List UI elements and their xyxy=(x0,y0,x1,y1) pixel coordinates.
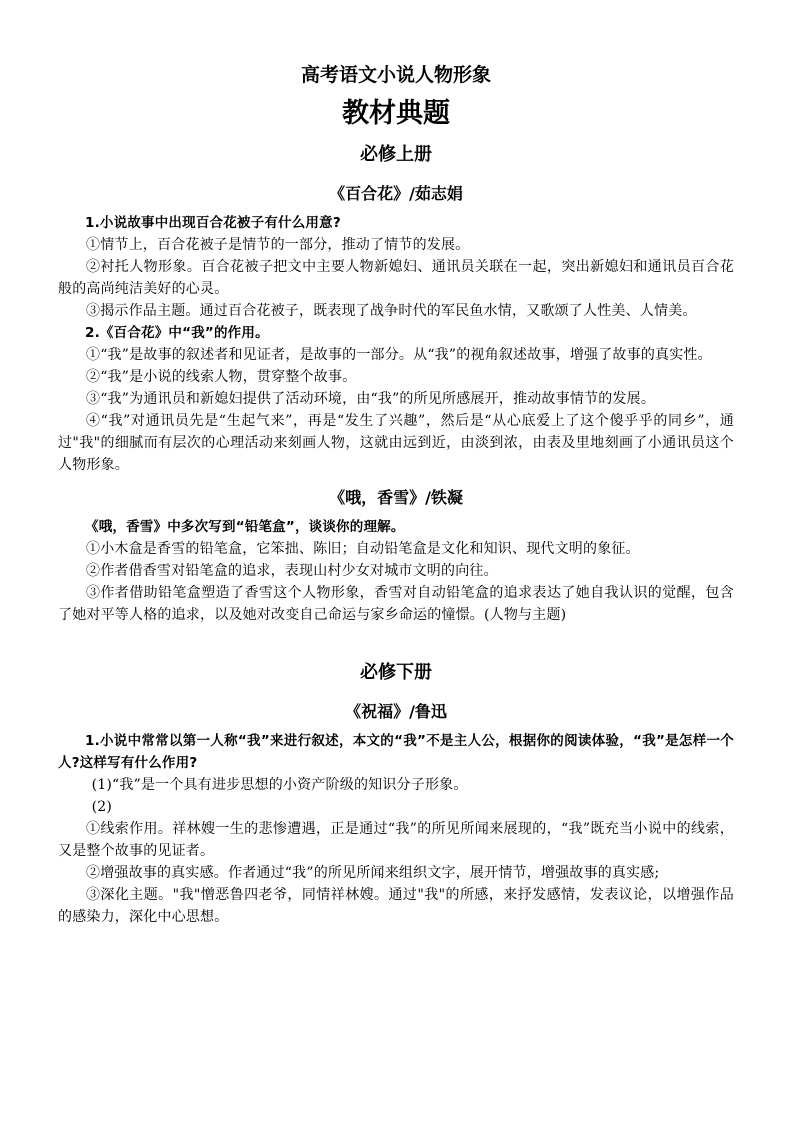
answer-paragraph: ③深化主题。"我"憎恶鲁四老爷，同情祥林嫂。通过"我"的所感，来抒发感情，发表议论，以增强作品的感染力，深化中心思想。 xyxy=(58,887,734,925)
volume-heading-1: 必修上册 xyxy=(360,144,432,165)
volume-heading-2: 必修下册 xyxy=(360,662,432,683)
main-heading: 教材典题 xyxy=(342,98,450,129)
work-heading-xiangxue: 《哦，香雪》/铁凝 xyxy=(329,488,463,507)
answer-paragraph: ①小木盒是香雪的铅笔盒，它笨拙、陈旧；自动铅笔盒是文化和知识、现代文明的象征。 xyxy=(86,541,640,557)
question: 1.小说故事中出现百合花被子有什么用意? xyxy=(85,215,341,231)
answer-paragraph: ④“我”对通讯员先是“生起气来”，再是“发生了兴趣”，然后是“从心底爱上了这个傻乎乎的同乡”，通过"我"的细腻而有层次的心理活动来刻画人物，这就由远到近，由淡到浓，由表及里地刻画了小通讯员这个人物形象。 xyxy=(58,413,734,473)
question: 1.小说中常常以第一人称“我”来进行叙述，本文的“我”不是主人公，根据你的阅读体验，“我”是怎样一个人?这样写有什么作用? xyxy=(58,733,734,771)
answer-paragraph: (2) xyxy=(91,799,113,815)
document-page xyxy=(58,62,734,928)
answer-paragraph: (1)“我”是一个具有进步思想的小资产阶级的知识分子形象。 xyxy=(91,777,468,793)
answer-paragraph: ②增强故事的真实感。作者通过“我”的所见所闻来组织文字，展开情节，增强故事的真实感; xyxy=(86,865,660,881)
answer-paragraph: ①线索作用。祥林嫂一生的悲惨遭遇，正是通过“我”的所见所闻来展现的，“我”既充当小说中的线索，又是整个故事的见证者。 xyxy=(58,821,734,859)
answer-paragraph: ①“我”是故事的叙述者和见证者，是故事的一部分。从“我”的视角叙述故事，增强了故事的真实性。 xyxy=(86,347,712,363)
answer-paragraph: ②衬托人物形象。百合花被子把文中主要人物新媳妇、通讯员关联在一起，突出新媳妇和通讯员百合花般的高尚纯洁美好的心灵。 xyxy=(58,259,734,297)
work-heading-zhufu: 《祝福》/鲁迅 xyxy=(345,702,447,721)
document-title: 高考语文小说人物形象 xyxy=(300,64,491,86)
answer-paragraph: ②“我”是小说的线索人物，贯穿整个故事。 xyxy=(86,369,357,385)
answer-paragraph: ③揭示作品主题。通过百合花被子，既表现了战争时代的军民鱼水情，又歌颂了人性美、人情美。 xyxy=(86,303,697,319)
question: 《哦，香雪》中多次写到“铅笔盒”，谈谈你的理解。 xyxy=(85,519,405,535)
work-heading-baihehua: 《百合花》/茹志娟 xyxy=(329,184,463,203)
answer-paragraph: ③“我”为通讯员和新媳妇提供了活动环境，由“我”的所见所感展开，推动故事情节的发展。 xyxy=(86,391,656,407)
answer-paragraph: ①情节上，百合花被子是情节的一部分，推动了情节的发展。 xyxy=(86,237,470,253)
answer-paragraph: ②作者借香雪对铅笔盒的追求，表现山村少女对城市文明的向往。 xyxy=(86,563,498,579)
question: 2.《百合花》中“我”的作用。 xyxy=(85,325,269,341)
answer-paragraph: ③作者借助铅笔盒塑造了香雪这个人物形象，香雪对自动铅笔盒的追求表达了她自我认识的觉醒，包含了她对平等人格的追求，以及她对改变自己命运与家乡命运的憧憬。(人物与主题) xyxy=(58,585,734,623)
